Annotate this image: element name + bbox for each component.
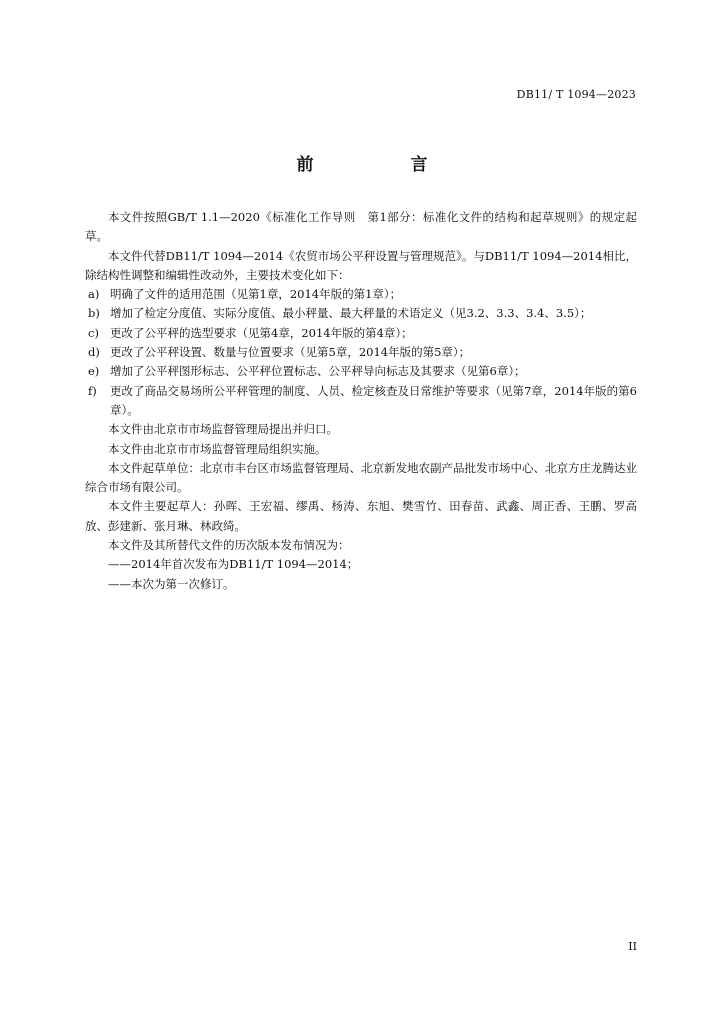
list-item bbox=[85, 362, 637, 381]
standard-code: DB11/ T 1094—2023 bbox=[516, 88, 636, 101]
list-item-mark: d) bbox=[88, 345, 100, 360]
page-title: 前 言 bbox=[296, 155, 468, 175]
list-item-text: 更改了商品交易场所公平秤管理的制度、人员、检定核查及日常维护等要求（见第7章，2014年版的第6章）。 bbox=[110, 383, 637, 417]
list-item-mark: e) bbox=[88, 364, 100, 379]
paragraph-implementer: 本文件由北京市市场监督管理局组织实施。 bbox=[108, 441, 327, 456]
list-item-mark: c) bbox=[88, 325, 99, 340]
foreword-body bbox=[85, 208, 637, 594]
list-item-mark: b) bbox=[88, 306, 100, 321]
list-item-text: 更改了公平秤设置、数量与位置要求（见第5章，2014年版的第5章）； bbox=[110, 345, 471, 360]
list-item bbox=[85, 324, 637, 343]
paragraph-history-first: ——2014年首次发布为DB11/T 1094—2014； bbox=[108, 557, 359, 572]
list-item-text: 更改了公平秤的选型要求（见第4章，2014年版的第4章）； bbox=[110, 325, 413, 340]
changes-list bbox=[85, 285, 637, 420]
paragraph-drafting-rules: 本文件按照GB/T 1.1—2020《标准化工作导则 第1部分：标准化文件的结构和起草规则》的规定起草。 bbox=[85, 210, 637, 244]
paragraph-history-revision: ——本次为第一次修订。 bbox=[108, 576, 235, 591]
list-item-text: 明确了文件的适用范围（见第1章，2014年版的第1章）； bbox=[110, 287, 402, 302]
list-item-text: 增加了检定分度值、实际分度值、最小秤量、最大秤量的术语定义（见3.2、3.3、3.4、3.5）； bbox=[110, 306, 592, 321]
list-item bbox=[85, 285, 637, 304]
paragraph-drafting-units: 本文件起草单位：北京市丰台区市场监督管理局、北京新发地农副产品批发市场中心、北京方庄龙腾达业综合市场有限公司。 bbox=[85, 460, 637, 495]
page-number: II bbox=[628, 940, 637, 953]
list-item bbox=[85, 304, 637, 323]
list-item-text: 增加了公平秤图形标志、公平秤位置标志、公平秤导向标志及其要求（见第6章）； bbox=[110, 364, 526, 379]
paragraph-replacement: 本文件代替DB11/T 1094—2014《农贸市场公平秤设置与管理规范》。与DB11/T 1094—2014相比，除结构性调整和编辑性改动外，主要技术变化如下： bbox=[85, 248, 637, 282]
paragraph-history-intro: 本文件及其所替代文件的历次版本发布情况为： bbox=[108, 538, 350, 553]
list-item bbox=[85, 343, 637, 362]
paragraph-drafters: 本文件主要起草人：孙晖、王宏福、缪禹、杨涛、东旭、樊雪竹、田春苗、武鑫、周正香、王鹏、罗高放、彭建新、张月琳、林政绮。 bbox=[85, 499, 637, 533]
list-item-mark: a) bbox=[88, 287, 100, 302]
list-item bbox=[85, 382, 637, 421]
list-item-mark: f) bbox=[88, 383, 97, 398]
paragraph-proposer: 本文件由北京市市场监督管理局提出并归口。 bbox=[108, 422, 338, 437]
